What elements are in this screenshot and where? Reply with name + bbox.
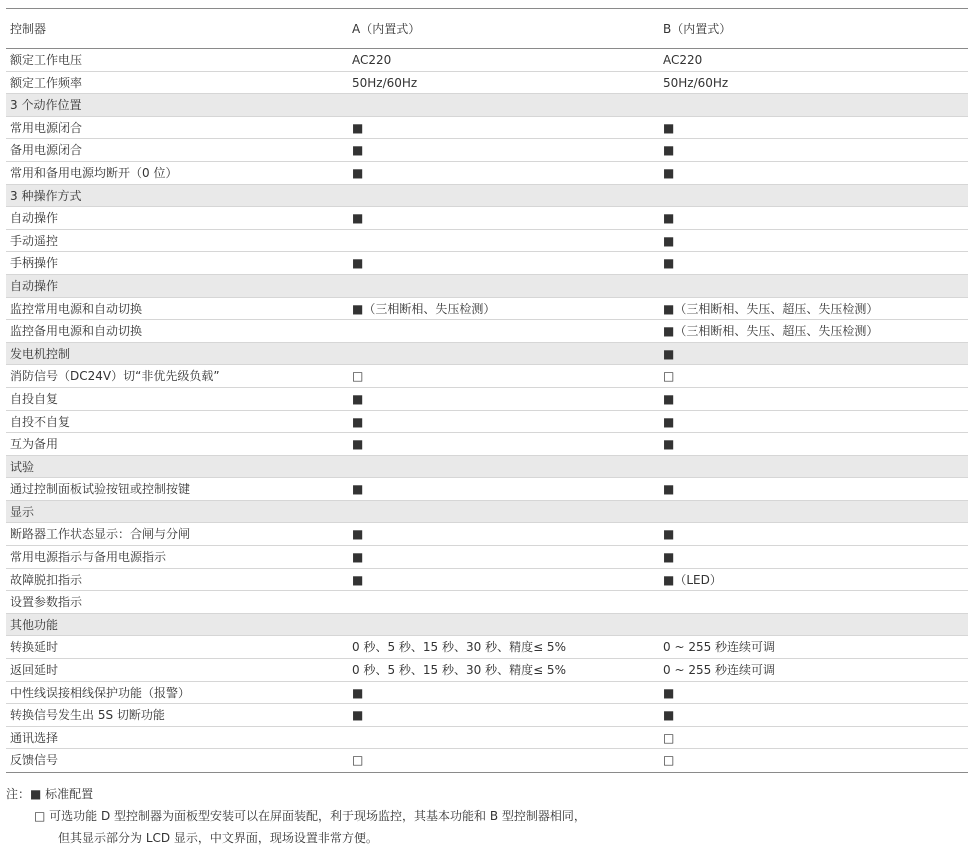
row-label: 3 个动作位置 bbox=[10, 98, 82, 113]
type-a-cell: ■ bbox=[352, 391, 364, 406]
section-row bbox=[6, 94, 968, 117]
type-b-cell: ■ bbox=[663, 346, 675, 361]
table-row bbox=[6, 591, 968, 614]
type-a-cell: 0 秒、5 秒、15 秒、30 秒、精度≤ 5% bbox=[352, 640, 566, 655]
row-label: 自动操作 bbox=[10, 211, 59, 226]
type-a-cell: AC220 bbox=[352, 53, 392, 67]
table-row bbox=[6, 546, 968, 569]
table-row bbox=[6, 682, 968, 705]
header-controller: 控制器 bbox=[10, 22, 47, 36]
type-b-cell: ■（LED） bbox=[663, 572, 722, 587]
type-b-cell: ■ bbox=[663, 527, 675, 542]
table-row bbox=[6, 388, 968, 411]
type-a-cell: ■ bbox=[352, 482, 364, 497]
type-b-cell: ■ bbox=[663, 550, 675, 565]
row-label: 常用电源指示与备用电源指示 bbox=[10, 550, 167, 565]
type-a-cell bbox=[348, 343, 659, 365]
table-row bbox=[6, 162, 968, 185]
note-optional-cont: 但其显示部分为 LCD 显示，中文界面，现场设置非常方便。 bbox=[58, 831, 378, 845]
row-label: 监控常用电源和自动切换 bbox=[10, 301, 143, 316]
type-b-cell: ■ bbox=[663, 708, 675, 723]
type-b-cell: ■ bbox=[663, 233, 675, 248]
type-b-cell: 0 ~ 255 秒连续可调 bbox=[663, 640, 776, 655]
type-a-cell: ■ bbox=[352, 256, 364, 271]
row-label: 显示 bbox=[10, 504, 35, 519]
row-label: 自投不自复 bbox=[10, 414, 71, 429]
type-b-cell: ■ bbox=[663, 391, 675, 406]
type-b-cell: □ bbox=[663, 369, 675, 384]
type-a-cell: ■ bbox=[352, 685, 364, 700]
type-a-cell: ■ bbox=[352, 165, 364, 180]
type-a-cell: ■ bbox=[352, 414, 364, 429]
header-type-b: B（内置式） bbox=[663, 22, 732, 36]
row-label: 消防信号（DC24V）切“非优先级负载” bbox=[10, 369, 220, 384]
section-row bbox=[6, 343, 968, 366]
table-row bbox=[6, 139, 968, 162]
row-label: 断路器工作状态显示：合闸与分闸 bbox=[10, 527, 191, 542]
row-label: 试验 bbox=[10, 459, 35, 474]
table-row bbox=[6, 298, 968, 321]
type-a-cell: 50Hz/60Hz bbox=[352, 75, 418, 90]
type-a-cell: □ bbox=[352, 369, 364, 384]
type-a-cell: □ bbox=[352, 753, 364, 768]
row-label: 转换延时 bbox=[10, 640, 59, 655]
row-label: 常用和备用电源均断开（0 位） bbox=[10, 165, 178, 180]
type-b-cell: ■ bbox=[663, 437, 675, 452]
header-type-a: A（内置式） bbox=[352, 22, 421, 36]
table-row bbox=[6, 230, 968, 253]
table-row bbox=[6, 117, 968, 140]
table-row bbox=[6, 636, 968, 659]
spec-table bbox=[6, 8, 968, 773]
row-label: 互为备用 bbox=[10, 437, 59, 452]
table-row bbox=[6, 49, 968, 72]
type-b-cell: ■ bbox=[663, 685, 675, 700]
table-row bbox=[6, 569, 968, 592]
type-b-cell bbox=[659, 614, 968, 636]
type-b-cell: ■ bbox=[663, 482, 675, 497]
row-label: 常用电源闭合 bbox=[10, 120, 83, 135]
type-b-cell bbox=[659, 185, 968, 207]
table-row bbox=[6, 659, 968, 682]
row-label: 3 种操作方式 bbox=[10, 188, 82, 203]
row-label: 其他功能 bbox=[10, 617, 59, 632]
type-a-cell bbox=[348, 727, 659, 749]
type-b-cell: □ bbox=[663, 753, 675, 768]
type-b-cell bbox=[659, 275, 968, 297]
type-b-cell: ■ bbox=[663, 143, 675, 158]
row-label: 自投自复 bbox=[10, 391, 59, 406]
type-b-cell bbox=[659, 456, 968, 478]
section-row bbox=[6, 456, 968, 479]
table-header bbox=[6, 9, 968, 49]
row-label: 转换信号发生出 5S 切断功能 bbox=[10, 708, 165, 723]
table-row bbox=[6, 433, 968, 456]
type-a-cell bbox=[348, 94, 659, 116]
type-a-cell bbox=[348, 320, 659, 342]
table-row bbox=[6, 365, 968, 388]
type-a-cell: ■ bbox=[352, 550, 364, 565]
type-b-cell: ■ bbox=[663, 256, 675, 271]
row-label: 监控备用电源和自动切换 bbox=[10, 324, 143, 339]
row-label: 手柄操作 bbox=[10, 256, 59, 271]
section-row bbox=[6, 614, 968, 637]
type-b-cell bbox=[659, 501, 968, 523]
type-b-cell: ■ bbox=[663, 120, 675, 135]
table-row bbox=[6, 704, 968, 727]
row-label: 通讯选择 bbox=[10, 730, 59, 745]
row-label: 备用电源闭合 bbox=[10, 143, 83, 158]
type-b-cell: ■（三相断相、失压、超压、失压检测） bbox=[663, 324, 879, 339]
type-b-cell: ■ bbox=[663, 414, 675, 429]
type-a-cell bbox=[348, 185, 659, 207]
row-label: 返回延时 bbox=[10, 663, 59, 678]
type-b-cell: 50Hz/60Hz bbox=[663, 75, 729, 90]
row-label: 手动遥控 bbox=[10, 233, 59, 248]
note-standard: 注：■ 标准配置 bbox=[6, 787, 94, 801]
row-label: 设置参数指示 bbox=[10, 595, 83, 610]
type-a-cell: ■ bbox=[352, 143, 364, 158]
table-body bbox=[6, 49, 968, 772]
type-a-cell bbox=[348, 456, 659, 478]
type-a-cell bbox=[348, 614, 659, 636]
type-b-cell: AC220 bbox=[663, 53, 703, 67]
type-a-cell: ■ bbox=[352, 120, 364, 135]
type-b-cell bbox=[659, 591, 968, 613]
type-a-cell: 0 秒、5 秒、15 秒、30 秒、精度≤ 5% bbox=[352, 663, 566, 678]
type-a-cell bbox=[348, 501, 659, 523]
type-a-cell: ■（三相断相、失压检测） bbox=[352, 301, 496, 316]
table-row bbox=[6, 72, 968, 95]
row-label: 额定工作频率 bbox=[10, 75, 83, 90]
type-b-cell: ■ bbox=[663, 165, 675, 180]
type-b-cell: 0 ~ 255 秒连续可调 bbox=[663, 663, 776, 678]
row-label: 自动操作 bbox=[10, 278, 59, 293]
type-a-cell: ■ bbox=[352, 572, 364, 587]
row-label: 反馈信号 bbox=[10, 753, 59, 768]
section-row bbox=[6, 275, 968, 298]
type-b-cell: ■（三相断相、失压、超压、失压检测） bbox=[663, 301, 879, 316]
type-b-cell: ■ bbox=[663, 211, 675, 226]
row-label: 故障脱扣指示 bbox=[10, 572, 83, 587]
type-a-cell: ■ bbox=[352, 708, 364, 723]
table-row bbox=[6, 320, 968, 343]
type-a-cell bbox=[348, 275, 659, 297]
table-row bbox=[6, 727, 968, 750]
row-label: 通过控制面板试验按钮或控制按键 bbox=[10, 482, 191, 497]
type-b-cell: □ bbox=[663, 730, 675, 745]
table-row bbox=[6, 478, 968, 501]
table-row bbox=[6, 749, 968, 772]
table-row bbox=[6, 252, 968, 275]
note-optional: □ 可选功能 D 型控制器为面板型安装可以在屏面装配，利于现场监控，其基本功能和 B 型控制器相同， bbox=[34, 809, 586, 823]
type-a-cell: ■ bbox=[352, 211, 364, 226]
table-row bbox=[6, 411, 968, 434]
section-row bbox=[6, 185, 968, 208]
type-a-cell bbox=[348, 230, 659, 252]
row-label: 中性线误接相线保护功能（报警） bbox=[10, 685, 191, 700]
section-row bbox=[6, 501, 968, 524]
table-row bbox=[6, 523, 968, 546]
type-a-cell: ■ bbox=[352, 437, 364, 452]
type-a-cell: ■ bbox=[352, 527, 364, 542]
table-row bbox=[6, 207, 968, 230]
notes bbox=[6, 783, 966, 849]
row-label: 额定工作电压 bbox=[10, 53, 83, 67]
type-b-cell bbox=[659, 94, 968, 116]
row-label: 发电机控制 bbox=[10, 346, 71, 361]
type-a-cell bbox=[348, 591, 659, 613]
